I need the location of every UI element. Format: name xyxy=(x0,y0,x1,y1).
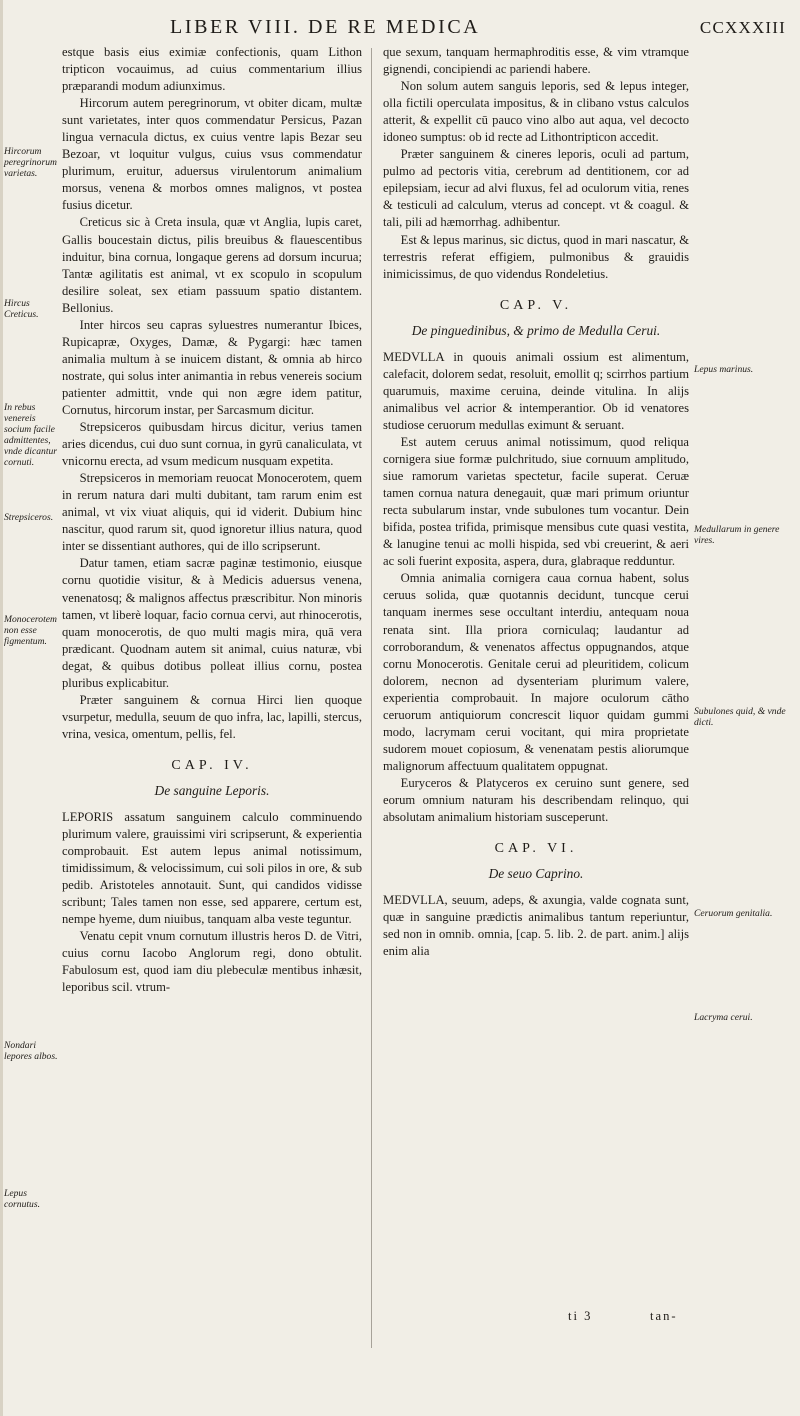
margin-note: Hircus Creticus. xyxy=(4,298,39,320)
paragraph: Venatu cepit vnum cornutum illustris heros D. de Vitri, cuius cornu Iacobo Anglorum regi, dono obtulit. Fabulosum est, quod iam diu plebeculæ mentibus inhæsit, leporibus scil. vtrum- xyxy=(62,929,362,995)
running-head: LIBER VIII. DE RE MEDICA xyxy=(170,16,481,38)
paragraph: MEDVLLA in quouis animali ossium est alimentum, calefacit, dolorem sedat, resoluit, emollit q; scirrhos partium quarumuis, maxime ceruina, deinde vitulina. In alijs animalibus vel acrior & intemperantior. Ob id venatores studiose ceruorum medullas eximunt & seruant. xyxy=(383,349,689,432)
right-column xyxy=(383,44,689,960)
paragraph: Non solum autem sanguis leporis, sed & lepus integer, olla fictili operculata impositus, & in clibano vstus calculos atterit, & expellit cū pauco vino albo aut aqua, vel decocto idoneo sumptus: ob id recte ad Lithontripticon accedit. xyxy=(383,79,689,145)
margin-note: Medullarum in genere vires. xyxy=(694,524,780,546)
catchword: tan- xyxy=(650,1309,678,1323)
page-header xyxy=(0,14,800,46)
signature-mark xyxy=(568,1309,678,1324)
signature: ti 3 xyxy=(568,1309,593,1323)
paragraph: Inter hircos seu capras syluestres numerantur Ibices, Rupicapræ, Oxyges, Damæ, & Pygargi: hæc tamen animalia multum à se inuicem distant, & omnia ab hirco nostrate, qui solus inter animantia in rebus venereis socium patienter admittit, vnde qui non ægre idem patitur, Cornutus, hircorum instar, per Sarcasmum dicitur. xyxy=(62,317,362,417)
paragraph: Euryceros & Platyceros ex ceruino sunt genere, sed eorum omnium naturam his describendam relinquo, qui absolutam animalium historiam susceperunt. xyxy=(383,775,689,825)
paragraph: LEPORIS assatum sanguinem calculo comminuendo plurimum valere, grauissimi viri scripserunt, & experientia comprobauit. Est autem lepus animal notissimum, timidissimum, & velocissimum, cui soli pilos in ore, & sub pedib. Aristoteles annotauit. Sunt, qui candidos vidisse scribunt; Tales tamen non esse, sed apparere, certum est, nempe hyeme, dum niuibus, tanquam alba veste teguntur. xyxy=(62,810,362,927)
paragraph: MEDVLLA, seuum, adeps, & axungia, valde cognata sunt, quæ in sanguine prædictis animalibus tantum reperiuntur, sed non in omnib. omnia, [cap. 5. lib. 2. de part. anim.] alijs enim alia xyxy=(383,893,689,959)
margin-note: Lacryma cerui. xyxy=(694,1012,753,1023)
paragraph: Est autem ceruus animal notissimum, quod reliqua cornigera siue formæ pulchritudo, siue cornuum amplitudo, siue ramorum varietas spectetur, facile superat. Ceruæ tamen cornua natura denegauit, quæ mari primum oriuntur recta subularum instar, vnde subulones tum vocantur. Dein bifida, postea trifida, primisque mensibus cute quasi vestita, & lanugine tenui ac molli hispida, sed vbi creuerint, & aeri ac soli fuerint exposita, aspera, dura, glabraque redduntur. xyxy=(383,434,689,569)
margin-note: Strepsiceros. xyxy=(4,512,54,523)
margin-note: Hircorum peregrinorum varietas. xyxy=(4,146,57,179)
margin-note: Ceruorum genitalia. xyxy=(694,908,773,919)
margin-note: Nondari lepores albos. xyxy=(4,1040,58,1062)
paragraph: Præter sanguinem & cineres leporis, oculi ad partum, pulmo ad pectoris vitia, cerebrum ad dentitionem, cor ad epilepsiam, iecur ad alvi fluxus, fel ad oculorum vitia, renes & testiculi ad calculum, vterus ad concept. vt & coagul. & tali, pili ad hæmorrhag. adhibentur. xyxy=(383,147,689,230)
paragraph: Omnia animalia cornigera caua cornua habent, solus ceruus solida, quæ quotannis decidunt, tuncque cerui tanquam inermes sese occultant interdiu, antequam noua renata sint. Illa priora corniculaq; laudantur ad corroborandum, & venenatos affectus oppugnandos, atque cornu Monocerotis. Genitale cerui ad pleuritidem, colicum dolorem, necnon ad dysenteriam plurimum valere, experientia comprobauit. In majore oculorum cātho ceruorum antiquiorum concrescit liquor quidam gummi modo, lacrymam cerui vocitant, qui mira proprietate sudorem mouet copiosum, & venenatam pestis aliorumque malignorum affectuum qualitatem oppugnat. xyxy=(383,571,689,773)
page-edge xyxy=(0,0,3,1416)
chapter-heading: CAP. VI. xyxy=(494,841,578,857)
paragraph: Est & lepus marinus, sic dictus, quod in mari nascatur, & terrestris referat effigiem, pulmonibus & grauidis inimicissimus, de quo videndus Rondeletius. xyxy=(383,232,689,281)
folio-number: CCXXXIII xyxy=(699,18,786,37)
paragraph: Strepsiceros quibusdam hircus dicitur, verius tamen aries dicendus, cui duo sunt cornua, in gyrū canaliculata, vt vnicornu erecta, ad vsum medicum nusquam expetita. xyxy=(62,420,362,469)
margin-note: Lepus cornutus. xyxy=(4,1188,40,1210)
chapter-title: De pinguedinibus, & primo de Medulla Cerui. xyxy=(411,322,661,338)
margin-note: In rebus venereis socium facile admittentes, vnde dicantur cornuti. xyxy=(4,402,58,468)
chapter-title: De sanguine Leporis. xyxy=(154,782,270,798)
paragraph: que sexum, tanquam hermaphroditis esse, & vim vtramque gignendi, concipiendi ac pariendi habere. xyxy=(383,45,689,77)
paragraph: estque basis eius eximiæ confectionis, quam Lithon tripticon vocauimus, ad cuius commentarium illius præparandi modum adiunximus. xyxy=(62,45,362,94)
left-column xyxy=(62,44,362,997)
paragraph: Datur tamen, etiam sacræ paginæ testimonio, eiusque cornu quotidie visitur, & à Medicis aduersus venena, venenatosq; & malignos affectus præscribitur. Non minoris tamen, vt liberè loquar, facio cornua cervi, aut rhinocerotis, quam monocerotis, de quo multi magis mira, quā vera prædicant. Quodnam autem sit animal, cuius naturæ, vbi degat, & quibus dotibus polleat illius cornu, postea pluribus explicabitur. xyxy=(62,556,362,690)
paragraph: Creticus sic à Creta insula, quæ vt Anglia, lupis caret, Gallis boucestain dictus, pilis breuibus & flauescentibus induitur, bina cornua, longaque gerens ad dorsum incurua; Tantæ agilitatis est animal, vt ex scopulo in scopulum desilire soleat, sex etiam passuum spatio distantem. Bellonius. xyxy=(62,215,362,315)
paragraph: Strepsiceros in memoriam reuocat Monocerotem, quem in rerum natura dari multi dubitant, tam rarum enim est animal, vt vix viuat aliquis, qui id viderit. Dubium hinc nascitur, quod rarum sit, quod ignoretur illius natura, quod inter se dissentiant authores, qui de illo scripserunt. xyxy=(62,471,362,554)
paragraph: Præter sanguinem & cornua Hirci lien quoque vsurpetur, medulla, seuum de quo infra, lac, lapilli, stercus, vrina, vesica, omentum, pellis, fel. xyxy=(62,692,362,741)
chapter-title: De seuo Caprino. xyxy=(488,866,584,882)
chapter-heading: CAP. V. xyxy=(499,297,573,313)
margin-note: Lepus marinus. xyxy=(694,364,754,375)
margin-note: Monocerotem non esse figmentum. xyxy=(4,614,57,647)
column-divider xyxy=(371,48,372,1348)
paragraph: Hircorum autem peregrinorum, vt obiter dicam, multæ sunt varietates, inter quos commendatur Persicus, Pazan lingua vernacula dictus, ex cuius ventre lapis Bezar seu Bezoar, vt loquitur vulgus, cuius vsus commendatur plurimum, eruitur, aduersus virulentorum animalium morsus, venena & morbos omnes malignos, vt postea fusius dicetur. xyxy=(62,96,362,213)
margin-note: Subulones quid, & vnde dicti. xyxy=(694,706,786,728)
chapter-heading: CAP. IV. xyxy=(171,757,253,773)
